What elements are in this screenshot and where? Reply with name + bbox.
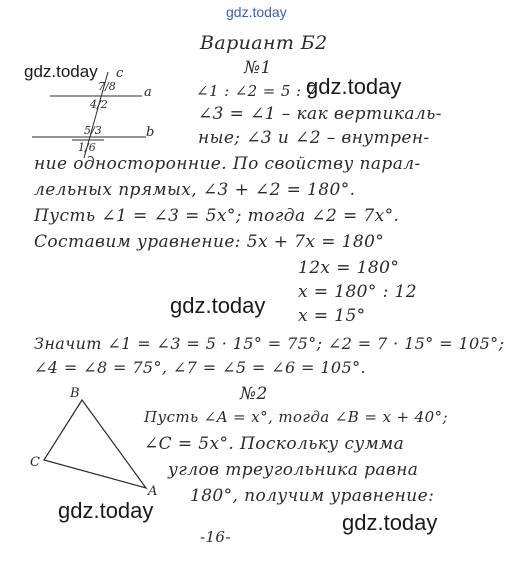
task1-line-6: Составим уравнение: 5x + 7x = 180° [34,232,385,252]
label-5-3: 5/3 [84,124,102,137]
vertex-a-label: A [148,484,158,499]
task1-result-2: ∠4 = ∠8 = 75°, ∠7 = ∠5 = ∠6 = 105°. [34,358,366,377]
task2-number: №2 [240,384,268,404]
vertex-b-label: B [70,386,80,401]
task2-line-2: ∠C = 5x°. Поскольку сумма [144,434,405,454]
task1-equation-1: 12x = 180° [298,258,400,278]
watermark-top: gdz.today [226,4,287,20]
triangle-abc [44,400,146,488]
task1-number: №1 [244,58,272,78]
label-1-6: 1/6 [78,141,96,154]
task1-line-3: ние односторонние. По свойству парал- [34,154,421,174]
task1-line-4: лельных прямых, ∠3 + ∠2 = 180°. [34,180,356,200]
label-b: b [146,125,155,140]
label-c: c [116,66,124,81]
task1-line-5: Пусть ∠1 = ∠3 = 5x°; тогда ∠2 = 7x°. [34,206,400,226]
task1-line-2: ные; ∠3 и ∠2 – внутрен- [198,128,430,148]
page-number: -16- [200,528,231,546]
task1-equation-2: x = 180° : 12 [298,282,417,302]
task1-line-1: ∠3 = ∠1 – как вертикаль- [198,104,442,124]
watermark-bottom-right: gdz.today [342,510,438,535]
task2-line-4: 180°, получим уравнение: [190,486,435,506]
variant-heading: Вариант Б2 [200,32,328,54]
task1-equation-3: x = 15° [298,306,366,326]
watermark-bottom-left: gdz.today [58,498,154,523]
task2-line-1: Пусть ∠A = x°, тогда ∠B = x + 40°; [144,408,448,426]
task1-result-1: Значит ∠1 = ∠3 = 5 · 15° = 75°; ∠2 = 7 · 15° = 105°; [34,334,505,353]
watermark-right-upper: gdz.today [306,74,402,99]
task1-given: ∠1 : ∠2 = 5 : 7 [196,82,317,100]
task2-line-3: углов треугольника равна [168,460,419,480]
label-7-8: 7/8 [98,80,116,93]
label-a: a [144,85,152,100]
vertex-c-label: C [30,455,40,470]
label-4-2: 4/2 [90,98,108,111]
watermark-middle: gdz.today [170,293,266,318]
watermark-left: gdz.today [24,62,98,81]
